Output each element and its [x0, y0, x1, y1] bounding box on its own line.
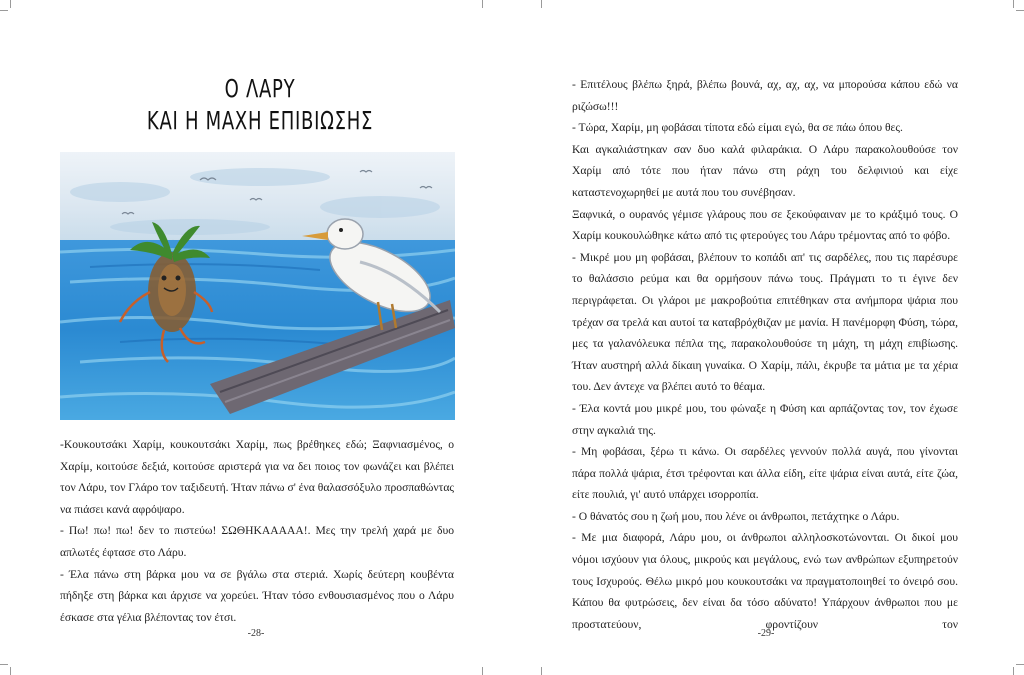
- paragraph: - Επιτέλους βλέπω ξηρά, βλέπω βουνά, αχ, αχ, αχ, να μπορούσα κάπου εδώ να ριζώσω!!!: [572, 78, 958, 113]
- paragraph: - Πω! πω! πω! δεν το πιστεύω! ΣΩΘΗΚΑΑΑΑΑ!. Μες την τρελή χαρά με δυο απλωτές έφτασε στο Λάρυ.: [60, 524, 454, 559]
- left-page-body: [60, 434, 454, 628]
- crop-mark: [10, 0, 11, 8]
- crop-mark: [1016, 664, 1024, 665]
- crop-mark: [0, 664, 8, 665]
- paragraph: - Ο θάνατός σου η ζωή μου, που λένε οι άνθρωποι, πετάχτηκε ο Λάρυ.: [572, 509, 900, 523]
- crop-mark: [482, 667, 483, 675]
- paragraph: Και αγκαλιάστηκαν σαν δυο καλά φιλαράκια. Ο Λάρυ παρακολουθούσε τον Χαρίμ από τότε που ήταν πάνω στη ράχη του δελφινιού και είχε καταστενοχωρηθεί με αυτά που του συνέβησαν.: [572, 142, 958, 199]
- crop-mark: [1013, 0, 1014, 8]
- paragraph: - Μη φοβάσαι, ξέρω τι κάνω. Οι σαρδέλες γεννούν πολλά αυγά, που γίνονται πάρα πολλά ψάρια, έτσι τρέφονται και άλλα είδη, είτε ψάρια είναι αυτά, είτε ζώα, είτε πουλιά, γι' αυτό υπάρχει ισορροπία.: [572, 445, 958, 502]
- paragraph: -Κουκουτσάκι Χαρίμ, κουκουτσάκι Χαρίμ, πως βρέθηκες εδώ; Ξαφνιασμένος, ο Χαρίμ, κοιτούσε δεξιά, κοιτούσε αριστερά για να δει ποιος τον φωνάζει και βλέπει τον Λάρυ, τον Γλάρο τον ταξιδευτή. Ήταν πάνω σ' ένα θαλασσόξυλο προσπαθώντας να πιάσει κανά αφρόψαρο.: [60, 438, 454, 516]
- crop-mark: [1013, 667, 1014, 675]
- crop-mark: [1016, 10, 1024, 11]
- right-page: [512, 0, 1024, 675]
- crop-mark: [541, 0, 542, 8]
- chapter-title-line-1: Ο ΛΑΡΥ: [224, 74, 296, 103]
- paragraph: - Τώρα, Χαρίμ, μη φοβάσαι τίποτα εδώ είμαι εγώ, θα σε πάω όπου θες.: [572, 121, 903, 135]
- paragraph: - Έλα κοντά μου μικρέ μου, του φώναξε η Φύση και αρπάζοντας τον, τον έχωσε στην αγκαλιά της.: [572, 401, 958, 437]
- paragraph: - Με μια διαφορά, Λάρυ μου, οι άνθρωποι αλληλοσκοτώνονται. Οι δικοί μου νόμοι ισχύουν για όλους, μικρούς και μεγάλους, ενώ των ανθρώπων εξυπηρετούν τους Ισχυρούς. Θέλω μικρό μου κουκουτσάκι να πραγματοποιηθεί το όνειρό σου. Κάπου θα φυτρώσεις, δεν είναι δα τόσο αδύνατο! Υπάρχουν άνθρωποι που με προστατεύουν, φροντίζουν τον: [572, 531, 958, 631]
- page-number: -28-: [247, 628, 265, 639]
- crop-mark: [10, 667, 11, 675]
- page-number: -29-: [757, 628, 775, 639]
- paragraph: Ξαφνικά, ο ουρανός γέμισε γλάρους που σε ξεκούφαιναν με το κράξιμό τους. Ο Χαρίμ κουκουλώθηκε κάτω από τις φτερούγες του Λάρυ τρέμοντας από το φόβο.: [572, 207, 958, 243]
- illustration-seagull-and-seed: [60, 152, 455, 420]
- chapter-title-line-2: ΚΑΙ Η ΜΑΧΗ ΕΠΙΒΙΩΣΗΣ: [146, 106, 374, 135]
- right-page-body: [572, 74, 958, 635]
- crop-mark: [482, 0, 483, 8]
- paragraph: - Έλα πάνω στη βάρκα μου να σε βγάλω στα στεριά. Χωρίς δεύτερη κουβέντα πήδηξε στη βάρκα και άρχισε να χορεύει. Ήταν τόσο ενθουσιασμένος που ο Λάρυ έσκασε στα γέλια βλέποντας τον έτσι.: [60, 567, 454, 624]
- crop-mark: [0, 10, 8, 11]
- paragraph: - Μικρέ μου μη φοβάσαι, βλέπουν το κοπάδι απ' τις σαρδέλες, που τις παρέσυρε το θαλάσσιο ρεύμα και θα ορμήσουν πάνω τους. Πράγματι το τι έγινε δεν περιγράφεται. Οι γλάροι με μακροβούτια επιτέθηκαν στα ανήμπορα ψάρια που τρέχαν σα τρελά και αυτοί τα καταβρόχθιζαν με μανία. Η πανέμορφη Φύση, τώρα, μες τα γαλανόλευκα πέπλα της, παρακολουθούσε τη μάχη, τη μάχη επιβίωσης. Ήταν αυστηρή αλλά δίκαιη γυναίκα. Ο Χαρίμ, πάλι, έκρυβε τα μάτια με τα χέρια του. Δεν άντεχε να βλέπει αυτό το θέαμα.: [572, 250, 958, 394]
- crop-mark: [541, 667, 542, 675]
